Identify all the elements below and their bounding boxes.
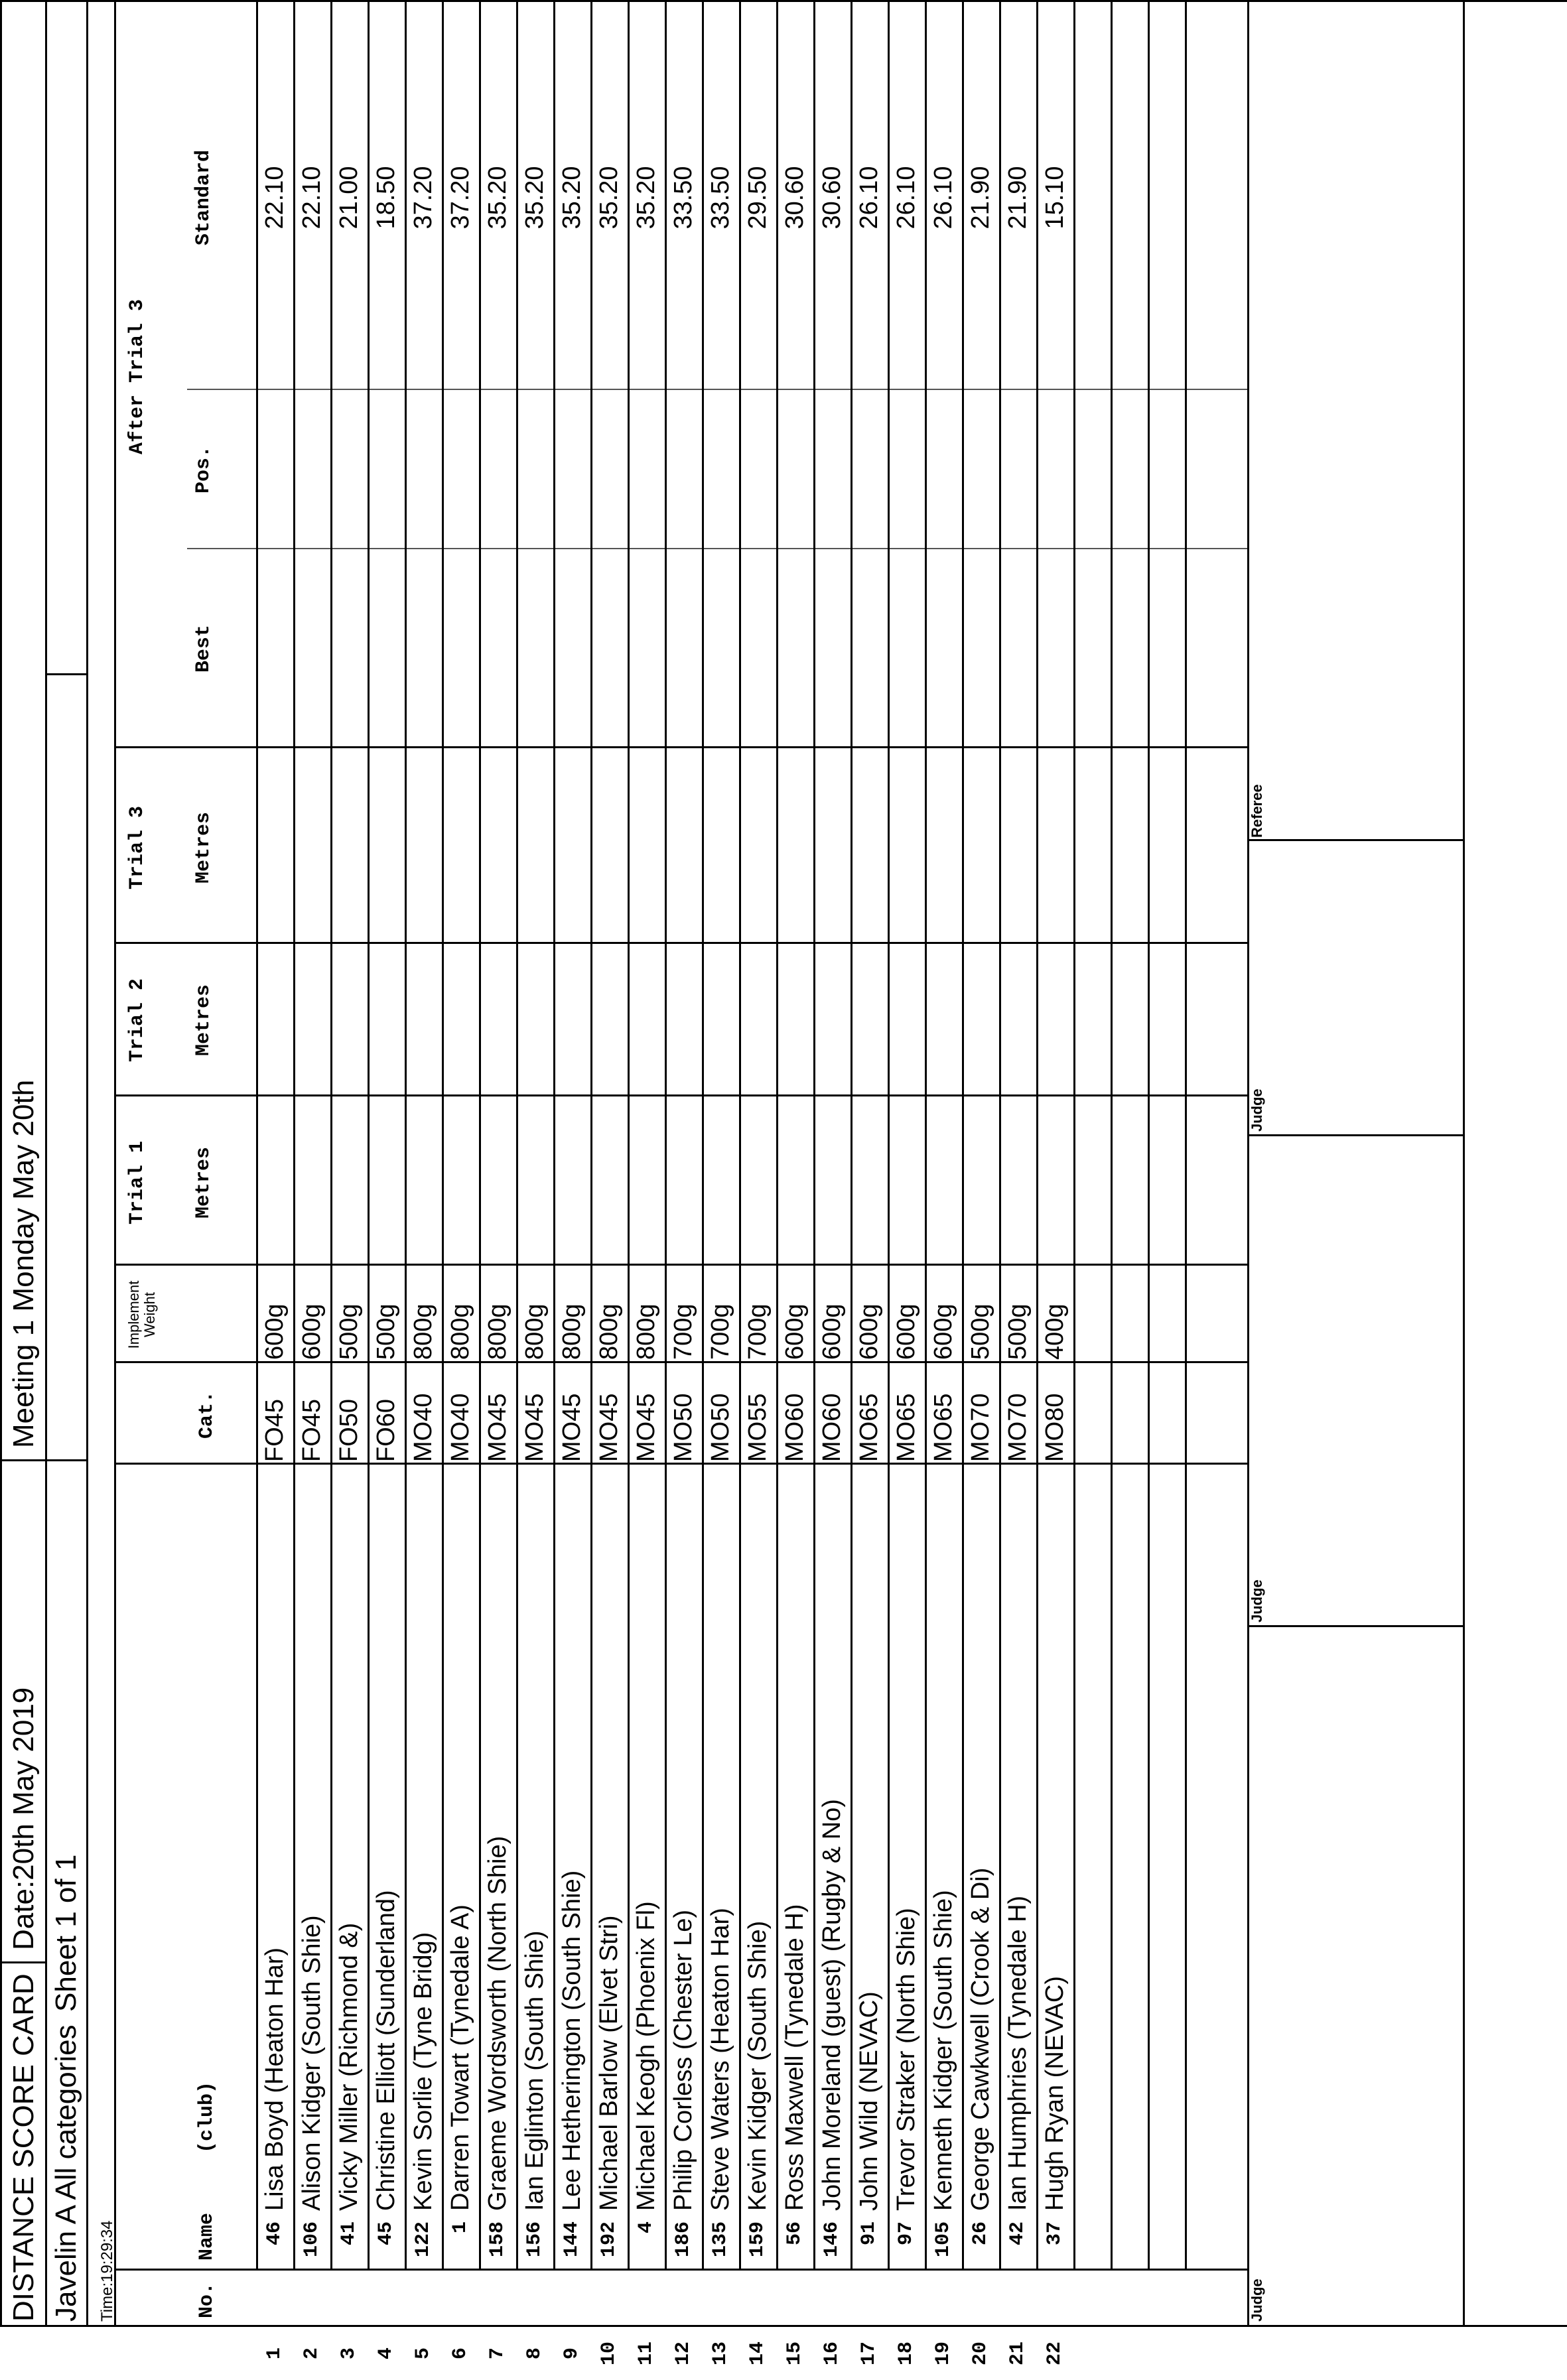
competitor-category: MO80 xyxy=(1040,1393,1069,1462)
competitor-category: MO60 xyxy=(817,1393,846,1462)
print-time: Time:19:29:34 xyxy=(98,2220,116,2322)
implement-weight: 700g xyxy=(669,1303,697,1360)
competitor-category: MO65 xyxy=(892,1393,920,1462)
competitor-category: FO50 xyxy=(334,1398,363,1462)
competitor-category: MO65 xyxy=(854,1393,883,1462)
standard-value: 35.20 xyxy=(594,166,623,230)
competitor-name: Philip Corless (Chester Le) xyxy=(669,1909,697,2211)
competitor-number: 91 xyxy=(858,2221,880,2246)
row-divider xyxy=(1148,2,1150,2271)
implement-weight: 600g xyxy=(260,1303,289,1360)
header-cat: Cat. xyxy=(196,1391,218,1439)
judge-signature-2: Judge xyxy=(1249,1579,1265,1622)
implement-weight: 500g xyxy=(372,1303,400,1360)
referee-signature: Referee xyxy=(1249,784,1265,838)
implement-weight: 800g xyxy=(446,1303,474,1360)
competitor-category: MO40 xyxy=(446,1393,474,1462)
implement-weight: 400g xyxy=(1040,1303,1069,1360)
header-trial1: Trial 1 xyxy=(126,1140,149,1225)
card-title: DISTANCE SCORE CARD xyxy=(7,1973,40,2322)
competitor-number: 37 xyxy=(1044,2221,1066,2246)
standard-value: 26.10 xyxy=(929,166,957,230)
standard-value: 29.50 xyxy=(743,166,772,230)
competitor-number: 144 xyxy=(561,2221,583,2258)
implement-weight: 600g xyxy=(892,1303,920,1360)
row-index: 12 xyxy=(672,2342,695,2366)
implement-weight: 500g xyxy=(334,1303,363,1360)
standard-value: 21.90 xyxy=(1003,166,1032,230)
standard-value: 18.50 xyxy=(372,166,400,230)
row-index: 1 xyxy=(263,2347,286,2360)
competitor-name: Christine Elliott (Sunderland) xyxy=(372,1890,400,2211)
standard-value: 33.50 xyxy=(706,166,734,230)
sheet-number: Sheet 1 of 1 xyxy=(50,1854,82,2012)
row-index: 17 xyxy=(858,2342,880,2366)
standard-value: 30.60 xyxy=(817,166,846,230)
competitor-category: MO60 xyxy=(780,1393,809,1462)
competitor-name: Graeme Wordsworth (North Shie) xyxy=(483,1835,511,2211)
header-best: Best xyxy=(192,625,215,673)
standard-value: 22.10 xyxy=(260,166,289,230)
competitor-category: MO45 xyxy=(483,1393,511,1462)
standard-value: 21.90 xyxy=(966,166,994,230)
competitor-number: 41 xyxy=(338,2221,360,2246)
competitor-name: Kevin Kidger (South Shie) xyxy=(743,1920,772,2211)
header-after-trial3: After Trial 3 xyxy=(126,298,149,455)
competitor-number: 122 xyxy=(412,2221,435,2258)
card-meeting: Meeting 1 Monday May 20th xyxy=(7,1079,40,1448)
row-divider xyxy=(1111,2,1113,2271)
competitor-name: Ian Eglinton (South Shie) xyxy=(520,1930,549,2211)
competitor-name: Steve Waters (Heaton Har) xyxy=(706,1908,734,2211)
competitor-number: 158 xyxy=(486,2221,509,2258)
row-index: 4 xyxy=(375,2347,397,2360)
competitor-name: Lisa Boyd (Heaton Har) xyxy=(260,1947,289,2211)
competitor-category: MO45 xyxy=(557,1393,586,1462)
row-index: 8 xyxy=(523,2347,546,2360)
competitor-number: 26 xyxy=(969,2221,992,2246)
standard-value: 35.20 xyxy=(483,166,511,230)
row-index: 2 xyxy=(301,2347,323,2360)
card-date: Date:20th May 2019 xyxy=(7,1687,40,1950)
competitor-number: 135 xyxy=(709,2221,732,2258)
implement-weight: 800g xyxy=(483,1303,511,1360)
judge-signature-3: Judge xyxy=(1249,1089,1265,1132)
row-index: 20 xyxy=(969,2342,992,2366)
header-no: No. xyxy=(196,2282,218,2319)
implement-weight: 600g xyxy=(297,1303,326,1360)
competitor-category: MO45 xyxy=(632,1393,660,1462)
competitor-category: FO60 xyxy=(372,1398,400,1462)
competitor-name: Ian Humphries (Tynedale H) xyxy=(1003,1895,1032,2211)
row-index: 18 xyxy=(895,2342,918,2366)
competitor-category: MO70 xyxy=(1003,1393,1032,1462)
competitor-name: Michael Keogh (Phoenix Fl) xyxy=(632,1901,660,2211)
competitor-name: John Wild (NEVAC) xyxy=(854,1991,883,2211)
row-index: 10 xyxy=(598,2342,620,2366)
row-index: 9 xyxy=(561,2347,583,2360)
implement-weight: 600g xyxy=(929,1303,957,1360)
competitor-number: 159 xyxy=(746,2221,769,2258)
row-index: 6 xyxy=(449,2347,472,2360)
competitor-number: 56 xyxy=(784,2221,806,2246)
row-index: 22 xyxy=(1044,2342,1066,2366)
row-index: 14 xyxy=(746,2342,769,2366)
competitor-category: MO50 xyxy=(669,1393,697,1462)
competitor-name: John Moreland (guest) (Rugby & No) xyxy=(817,1799,846,2211)
implement-weight: 500g xyxy=(966,1303,994,1360)
row-divider xyxy=(1073,2,1075,2271)
implement-weight: 800g xyxy=(557,1303,586,1360)
header-trial2: Trial 2 xyxy=(126,978,149,1063)
event-name: Javelin A All categories xyxy=(50,2024,82,2322)
standard-value: 26.10 xyxy=(892,166,920,230)
competitor-category: MO50 xyxy=(706,1393,734,1462)
header-trial1-metres: Metres xyxy=(192,1146,215,1219)
standard-value: 30.60 xyxy=(780,166,809,230)
competitor-number: 156 xyxy=(523,2221,546,2258)
judge-signature-1: Judge xyxy=(1249,2279,1265,2322)
row-index: 15 xyxy=(784,2342,806,2366)
competitor-number: 97 xyxy=(895,2221,918,2246)
competitor-category: MO55 xyxy=(743,1393,772,1462)
header-trial3-metres: Metres xyxy=(192,811,215,884)
row-index: 21 xyxy=(1006,2342,1029,2366)
competitor-name: Ross Maxwell (Tynedale H) xyxy=(780,1904,809,2211)
competitor-name: George Cawkwell (Crook & Di) xyxy=(966,1867,994,2211)
competitor-category: MO65 xyxy=(929,1393,957,1462)
competitor-category: MO45 xyxy=(520,1393,549,1462)
standard-value: 35.20 xyxy=(520,166,549,230)
competitor-category: MO45 xyxy=(594,1393,623,1462)
implement-weight: 800g xyxy=(632,1303,660,1360)
row-index: 3 xyxy=(338,2347,360,2360)
standard-value: 35.20 xyxy=(557,166,586,230)
implement-weight: 700g xyxy=(743,1303,772,1360)
row-index: 11 xyxy=(635,2342,657,2366)
header-trial2-metres: Metres xyxy=(192,984,215,1057)
competitor-name: Darren Towart (Tynedale A) xyxy=(446,1904,474,2211)
competitor-number: 105 xyxy=(932,2221,955,2258)
competitor-number: 46 xyxy=(263,2221,286,2246)
competitor-number: 4 xyxy=(635,2221,657,2234)
competitor-number: 186 xyxy=(672,2221,695,2258)
competitor-name: Alison Kidger (South Shie) xyxy=(297,1915,326,2211)
implement-weight: 600g xyxy=(854,1303,883,1360)
standard-value: 26.10 xyxy=(854,166,883,230)
competitor-number: 146 xyxy=(821,2221,843,2258)
competitor-category: FO45 xyxy=(297,1398,326,1462)
competitor-name: Kevin Sorlie (Tyne Bridg) xyxy=(409,1932,437,2211)
row-index: 5 xyxy=(412,2347,435,2360)
competitor-category: FO45 xyxy=(260,1398,289,1462)
standard-value: 21.00 xyxy=(334,166,363,230)
competitor-name: Vicky Miller (Richmond &) xyxy=(334,1922,363,2211)
standard-value: 22.10 xyxy=(297,166,326,230)
competitor-name: Kenneth Kidger (South Shie) xyxy=(929,1890,957,2211)
row-index: 13 xyxy=(709,2342,732,2366)
header-implement: Implement Weight xyxy=(125,1280,159,1349)
header-standard: Standard xyxy=(192,149,215,246)
header-pos: Pos. xyxy=(192,446,215,494)
standard-value: 37.20 xyxy=(446,166,474,230)
header-name: Name (club) xyxy=(196,2081,218,2261)
competitor-name: Lee Hetherington (South Shie) xyxy=(557,1870,586,2211)
competitor-name: Michael Barlow (Elvet Stri) xyxy=(594,1915,623,2211)
implement-weight: 600g xyxy=(817,1303,846,1360)
competitor-category: MO70 xyxy=(966,1393,994,1462)
implement-weight: 800g xyxy=(409,1303,437,1360)
implement-weight: 700g xyxy=(706,1303,734,1360)
standard-value: 37.20 xyxy=(409,166,437,230)
implement-weight: 800g xyxy=(594,1303,623,1360)
competitor-number: 45 xyxy=(375,2221,397,2246)
competitor-number: 1 xyxy=(449,2221,472,2234)
implement-weight: 800g xyxy=(520,1303,549,1360)
standard-value: 35.20 xyxy=(632,166,660,230)
competitor-name: Trevor Straker (North Shie) xyxy=(892,1908,920,2211)
row-index: 19 xyxy=(932,2342,955,2366)
standard-value: 33.50 xyxy=(669,166,697,230)
row-index: 7 xyxy=(486,2347,509,2360)
row-index: 16 xyxy=(821,2342,843,2366)
competitor-name: Hugh Ryan (NEVAC) xyxy=(1040,1975,1069,2211)
header-trial3: Trial 3 xyxy=(126,805,149,890)
competitor-number: 192 xyxy=(598,2221,620,2258)
implement-weight: 500g xyxy=(1003,1303,1032,1360)
competitor-number: 42 xyxy=(1006,2221,1029,2246)
implement-weight: 600g xyxy=(780,1303,809,1360)
standard-value: 15.10 xyxy=(1040,166,1069,230)
competitor-category: MO40 xyxy=(409,1393,437,1462)
competitor-number: 106 xyxy=(301,2221,323,2258)
